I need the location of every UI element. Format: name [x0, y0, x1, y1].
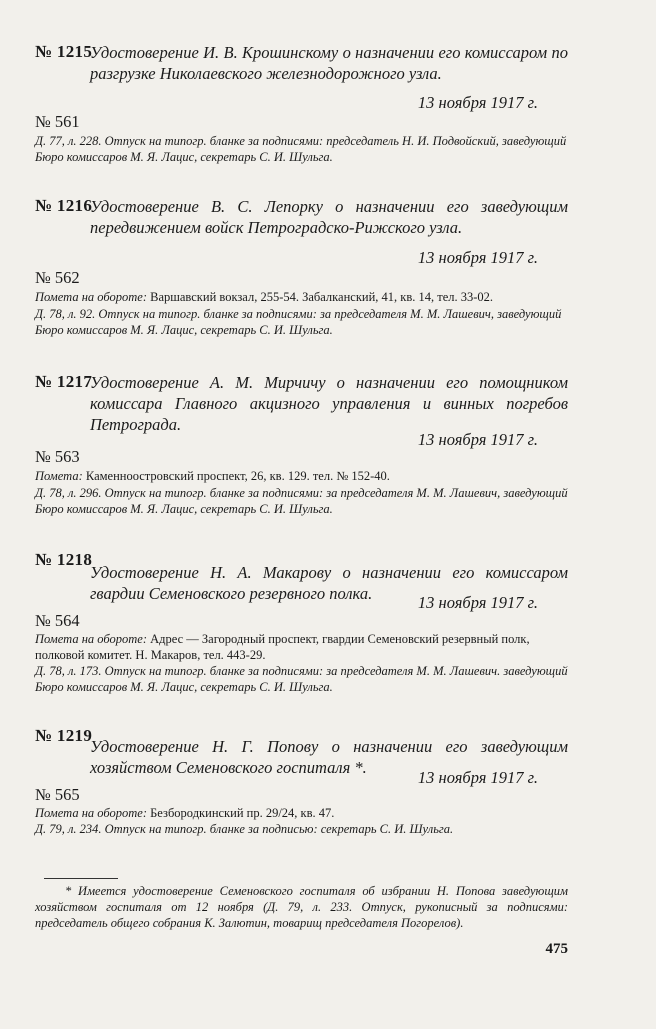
entry-number: № 1217 [35, 372, 93, 391]
doc-number: № 564 [35, 611, 80, 630]
archive-note: Д. 78, л. 173. Отпуск на типогр. бланке за подписями: за председателя М. М. Лашевич. заведующий Бюро комиссаров М. Я. Лацис, секретарь С. И. Шульга. [35, 664, 568, 694]
entry-date: 13 ноября 1917 г. [417, 93, 538, 112]
entry-title: Удостоверение Н. А. Макарову о назначении его комиссаром гвардии Семеновского резервного полка. [90, 563, 568, 603]
entry-title: Удостоверение В. С. Лепорку о назначении его заведующим передвижением войск Петроградско-Рижского узла. [90, 197, 568, 237]
page-number: 475 [545, 941, 568, 957]
mark-note: Помета: Каменноостровский проспект, 26, кв. 129. тел. № 152-40. [35, 469, 390, 483]
doc-number: № 562 [35, 268, 80, 287]
entry-date: 13 ноября 1917 г. [417, 593, 538, 612]
entry-title: Удостоверение А. М. Мирчичу о назначении его помощником комиссара Главного акцизного управления и винных погребов Петрограда. [90, 373, 568, 434]
doc-number: № 563 [35, 447, 80, 466]
entry-number: № 1219 [35, 726, 93, 745]
doc-number: № 561 [35, 112, 80, 131]
archive-note: Д. 79, л. 234. Отпуск на типогр. бланке за подписью: секретарь С. И. Шульга. [35, 822, 454, 836]
archive-note: Д. 77, л. 228. Отпуск на типогр. бланке за подписями: председатель Н. И. Подвойский, заведующий Бюро комиссаров М. Я. Лацис, секретарь С. И. Шульга. [35, 134, 567, 164]
entry-date: 13 ноября 1917 г. [417, 768, 538, 787]
entry-title: Удостоверение Н. Г. Попову о назначении его заведующим хозяйством Семеновского госпиталя *. [90, 737, 568, 777]
entry-title: Удостоверение И. В. Крошинскому о назначении его комиссаром по разгрузке Николаевского железнодорожного узла. [90, 43, 568, 83]
footnote-divider [44, 878, 118, 879]
mark-note: Помета на обороте: Безбородкинский пр. 29/24, кв. 47. [35, 806, 335, 820]
archive-note: Д. 78, л. 92. Отпуск на типогр. бланке за подписями: за председателя М. М. Лашевич, заведующий Бюро комиссаров М. Я. Лацис, секретарь С. И. Шульга. [35, 307, 562, 337]
footnote: * Имеется удостоверение Семеновского госпиталя об избрании Н. Попова заведующим хозяйством госпиталя от 12 ноября (Д. 79, л. 233. Отпуск, рукописный за подписями: председатель общего собрания К. Залютин, товарищ председателя Погорелов). [35, 884, 568, 930]
mark-note: Помета на обороте: Варшавский вокзал, 255-54. Забалканский, 41, кв. 14, тел. 33-02. [35, 290, 494, 304]
entry-number: № 1215 [35, 42, 93, 61]
entry-number: № 1218 [35, 550, 93, 569]
doc-number: № 565 [35, 785, 80, 804]
archive-note: Д. 78, л. 296. Отпуск на типогр. бланке за подписями: за председателя М. М. Лашевич, заведующий Бюро комиссаров М. Я. Лацис, секретарь С. И. Шульга. [35, 486, 568, 516]
entry-date: 13 ноября 1917 г. [417, 430, 538, 449]
entry-date: 13 ноября 1917 г. [417, 248, 538, 267]
mark-note: Помета на обороте: Адрес — Загородный проспект, гвардии Семеновский резервный полк, полковой комитет. Н. Макаров, тел. 443-29. [35, 632, 530, 662]
entry-number: № 1216 [35, 196, 93, 215]
